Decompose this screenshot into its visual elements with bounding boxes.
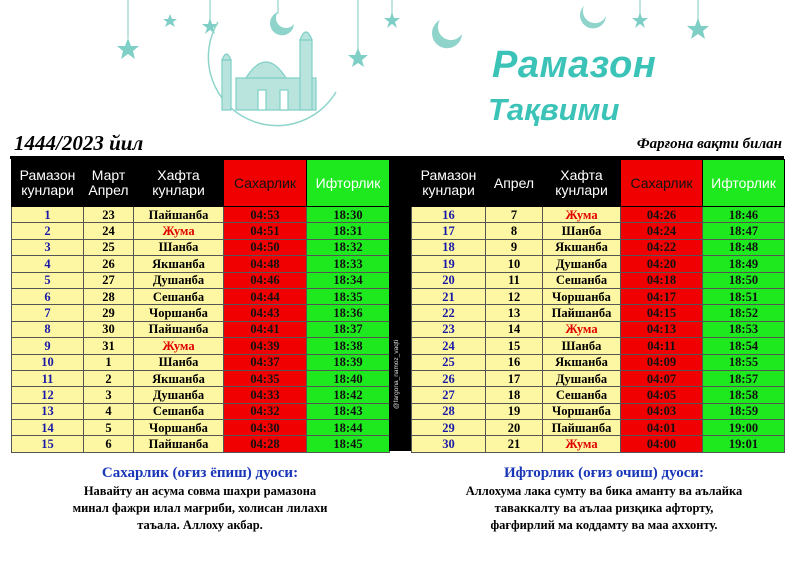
date-cell: 19 — [486, 403, 543, 419]
iftar-time-cell: 18:55 — [703, 354, 785, 370]
suhoor-time-cell: 04:46 — [224, 272, 307, 288]
iftar-time-cell: 18:37 — [307, 321, 390, 337]
suhoor-time-cell: 04:51 — [224, 223, 307, 239]
ramadan-day-cell: 27 — [412, 387, 486, 403]
weekday-cell: Чоршанба — [543, 403, 621, 419]
suhoor-time-cell: 04:28 — [224, 436, 307, 452]
crescent-icons — [270, 6, 606, 48]
iftar-time-cell: 18:54 — [703, 338, 785, 354]
iftar-time-cell: 18:34 — [307, 272, 390, 288]
ramadan-day-cell: 3 — [12, 239, 84, 255]
table-row — [412, 256, 785, 272]
ramadan-day-cell: 4 — [12, 256, 84, 272]
date-cell: 20 — [486, 420, 543, 436]
ramadan-day-cell: 12 — [12, 387, 84, 403]
schedule-table-left — [11, 159, 390, 453]
date-cell: 16 — [486, 354, 543, 370]
suhoor-time-cell: 04:13 — [621, 321, 703, 337]
col-header-suhoor: Сахарлик — [224, 160, 307, 207]
ramadan-day-cell: 20 — [412, 272, 486, 288]
suhoor-time-cell: 04:44 — [224, 288, 307, 304]
iftar-time-cell: 18:46 — [703, 207, 785, 223]
ramadan-day-cell: 2 — [12, 223, 84, 239]
ramadan-day-cell: 30 — [412, 436, 486, 452]
weekday-cell: Сешанба — [134, 288, 224, 304]
table-row — [412, 420, 785, 436]
weekday-cell: Чоршанба — [543, 288, 621, 304]
table-row — [12, 403, 390, 419]
date-cell: 25 — [84, 239, 134, 255]
col-header-iftar: Ифторлик — [307, 160, 390, 207]
date-cell: 23 — [84, 207, 134, 223]
iftar-time-cell: 18:50 — [703, 272, 785, 288]
date-cell: 31 — [84, 338, 134, 354]
iftar-time-cell: 18:48 — [703, 239, 785, 255]
crescent-icon — [432, 20, 462, 48]
iftar-time-cell: 18:43 — [307, 403, 390, 419]
ramadan-day-cell: 13 — [12, 403, 84, 419]
suhoor-time-cell: 04:37 — [224, 354, 307, 370]
col-header-weekday: Хафта кунлари — [543, 160, 621, 207]
suhoor-time-cell: 04:09 — [621, 354, 703, 370]
suhoor-time-cell: 04:11 — [621, 338, 703, 354]
weekday-cell: Душанба — [543, 370, 621, 386]
star-icon — [163, 14, 177, 27]
iftar-time-cell: 18:57 — [703, 370, 785, 386]
weekday-cell: Жума — [543, 436, 621, 452]
table-row — [12, 288, 390, 304]
ramadan-day-cell: 17 — [412, 223, 486, 239]
table-row — [412, 272, 785, 288]
col-header-ramadan-day: Рамазон кунлари — [12, 160, 84, 207]
date-cell: 27 — [84, 272, 134, 288]
table-row — [412, 387, 785, 403]
weekday-cell: Душанба — [134, 387, 224, 403]
schedule-table-right — [411, 159, 785, 453]
col-header-iftar: Ифторлик — [703, 160, 785, 207]
date-cell: 9 — [486, 239, 543, 255]
iftar-time-cell: 18:52 — [703, 305, 785, 321]
iftar-time-cell: 18:38 — [307, 338, 390, 354]
suhoor-time-cell: 04:50 — [224, 239, 307, 255]
ramadan-day-cell: 28 — [412, 403, 486, 419]
suhoor-time-cell: 04:41 — [224, 321, 307, 337]
weekday-cell: Жума — [134, 223, 224, 239]
ramadan-day-cell: 11 — [12, 370, 84, 386]
suhoor-prayer — [40, 465, 360, 534]
suhoor-time-cell: 04:33 — [224, 387, 307, 403]
date-cell: 14 — [486, 321, 543, 337]
year-label: 1444/2023 йил — [14, 131, 144, 155]
star-icon — [348, 48, 368, 67]
suhoor-time-cell: 04:17 — [621, 288, 703, 304]
table-row — [12, 370, 390, 386]
table-row — [12, 207, 390, 223]
watermark-handle: @fargona_namoz_vaqti — [393, 339, 400, 409]
star-icon — [384, 12, 400, 28]
suhoor-time-cell: 04:18 — [621, 272, 703, 288]
suhoor-time-cell: 04:43 — [224, 305, 307, 321]
weekday-cell: Пайшанба — [543, 305, 621, 321]
date-cell: 5 — [84, 420, 134, 436]
table-row — [12, 436, 390, 452]
iftar-prayer-line: фағфирлий ма коддамту ва маа аххонту. — [490, 518, 718, 532]
iftar-time-cell: 18:59 — [703, 403, 785, 419]
iftar-time-cell: 18:47 — [703, 223, 785, 239]
ramadan-day-cell: 10 — [12, 354, 84, 370]
page-subtitle: Тақвими — [488, 92, 620, 127]
suhoor-time-cell: 04:22 — [621, 239, 703, 255]
table-row — [412, 321, 785, 337]
table-row — [12, 321, 390, 337]
iftar-time-cell: 18:53 — [703, 321, 785, 337]
suhoor-time-cell: 04:39 — [224, 338, 307, 354]
iftar-time-cell: 19:01 — [703, 436, 785, 452]
date-cell: 6 — [84, 436, 134, 452]
iftar-time-cell: 19:00 — [703, 420, 785, 436]
table-row — [412, 223, 785, 239]
weekday-cell: Якшанба — [543, 239, 621, 255]
page-title: Рамазон — [492, 44, 657, 86]
date-cell: 18 — [486, 387, 543, 403]
suhoor-time-cell: 04:32 — [224, 403, 307, 419]
suhoor-time-cell: 04:05 — [621, 387, 703, 403]
date-cell: 30 — [84, 321, 134, 337]
suhoor-time-cell: 04:24 — [621, 223, 703, 239]
weekday-cell: Шанба — [134, 354, 224, 370]
vertical-divider — [389, 159, 411, 451]
suhoor-time-cell: 04:53 — [224, 207, 307, 223]
weekday-cell: Пайшанба — [134, 207, 224, 223]
weekday-cell: Чоршанба — [134, 305, 224, 321]
ramadan-day-cell: 19 — [412, 256, 486, 272]
date-cell: 4 — [84, 403, 134, 419]
date-cell: 2 — [84, 370, 134, 386]
col-header-weekday: Хафта кунлари — [134, 160, 224, 207]
weekday-cell: Якшанба — [134, 370, 224, 386]
table-row — [12, 354, 390, 370]
table-row — [412, 207, 785, 223]
date-cell: 12 — [486, 288, 543, 304]
iftar-time-cell: 18:42 — [307, 387, 390, 403]
suhoor-time-cell: 04:00 — [621, 436, 703, 452]
ramadan-day-cell: 25 — [412, 354, 486, 370]
iftar-prayer — [434, 465, 774, 534]
suhoor-time-cell: 04:48 — [224, 256, 307, 272]
table-row — [412, 338, 785, 354]
col-header-ramadan-day: Рамазон кунлари — [412, 160, 486, 207]
table-row — [412, 239, 785, 255]
ramadan-day-cell: 21 — [412, 288, 486, 304]
date-cell: 21 — [486, 436, 543, 452]
table-row — [12, 239, 390, 255]
ramadan-decoration — [0, 0, 800, 130]
star-icon — [632, 12, 648, 28]
iftar-time-cell: 18:33 — [307, 256, 390, 272]
iftar-time-cell: 18:49 — [703, 256, 785, 272]
iftar-time-cell: 18:36 — [307, 305, 390, 321]
table-row — [12, 272, 390, 288]
weekday-cell: Сешанба — [134, 403, 224, 419]
ramadan-day-cell: 15 — [12, 436, 84, 452]
suhoor-time-cell: 04:30 — [224, 420, 307, 436]
date-cell: 13 — [486, 305, 543, 321]
table-row — [412, 305, 785, 321]
col-header-suhoor: Сахарлик — [621, 160, 703, 207]
weekday-cell: Жума — [543, 207, 621, 223]
iftar-prayer-line: таваккалту ва аълаа ризқика афторту, — [494, 501, 714, 515]
col-header-month: Апрел — [486, 160, 543, 207]
date-cell: 15 — [486, 338, 543, 354]
weekday-cell: Пайшанба — [134, 436, 224, 452]
table-row — [412, 436, 785, 452]
iftar-time-cell: 18:45 — [307, 436, 390, 452]
date-cell: 3 — [84, 387, 134, 403]
table-row — [12, 387, 390, 403]
table-row — [12, 305, 390, 321]
iftar-time-cell: 18:40 — [307, 370, 390, 386]
iftar-prayer-line: Аллохума лака сумту ва бика аманту ва аълайка — [465, 484, 743, 498]
suhoor-time-cell: 04:07 — [621, 370, 703, 386]
table-header-row — [412, 160, 785, 207]
suhoor-time-cell: 04:03 — [621, 403, 703, 419]
date-cell: 1 — [84, 354, 134, 370]
star-icon — [117, 38, 139, 59]
table-row — [412, 370, 785, 386]
ramadan-day-cell: 29 — [412, 420, 486, 436]
ramadan-day-cell: 5 — [12, 272, 84, 288]
weekday-cell: Душанба — [134, 272, 224, 288]
iftar-time-cell: 18:44 — [307, 420, 390, 436]
suhoor-prayer-line: Навайту ан асума совма шахри рамазона — [83, 484, 317, 498]
iftar-time-cell: 18:51 — [703, 288, 785, 304]
ramadan-day-cell: 14 — [12, 420, 84, 436]
table-row — [12, 256, 390, 272]
date-cell: 29 — [84, 305, 134, 321]
weekday-cell: Жума — [543, 321, 621, 337]
weekday-cell: Шанба — [543, 338, 621, 354]
weekday-cell: Сешанба — [543, 272, 621, 288]
date-cell: 24 — [84, 223, 134, 239]
ramadan-day-cell: 6 — [12, 288, 84, 304]
ramadan-day-cell: 1 — [12, 207, 84, 223]
iftar-time-cell: 18:35 — [307, 288, 390, 304]
suhoor-time-cell: 04:35 — [224, 370, 307, 386]
ramadan-day-cell: 9 — [12, 338, 84, 354]
suhoor-time-cell: 04:01 — [621, 420, 703, 436]
crescent-icon — [270, 12, 294, 35]
col-header-month: Март Апрел — [84, 160, 134, 207]
date-cell: 28 — [84, 288, 134, 304]
suhoor-prayer-heading: Сахарлик (оғиз ёпиш) дуоси: — [101, 465, 299, 481]
date-cell: 8 — [486, 223, 543, 239]
iftar-prayer-heading: Ифторлик (оғиз очиш) дуоси: — [504, 465, 704, 481]
table-row — [412, 403, 785, 419]
date-cell: 26 — [84, 256, 134, 272]
table-row — [12, 223, 390, 239]
suhoor-prayer-line: минал фажри илал мағриби, холисан лилахи — [72, 501, 328, 515]
ramadan-day-cell: 24 — [412, 338, 486, 354]
crescent-icon — [580, 6, 606, 28]
ramadan-day-cell: 26 — [412, 370, 486, 386]
star-icon — [687, 18, 709, 39]
weekday-cell: Чоршанба — [134, 420, 224, 436]
date-cell: 10 — [486, 256, 543, 272]
ramadan-day-cell: 7 — [12, 305, 84, 321]
weekday-cell: Душанба — [543, 256, 621, 272]
iftar-time-cell: 18:39 — [307, 354, 390, 370]
iftar-time-cell: 18:32 — [307, 239, 390, 255]
mosque-icon — [222, 32, 316, 110]
date-cell: 17 — [486, 370, 543, 386]
weekday-cell: Жума — [134, 338, 224, 354]
table-row — [12, 420, 390, 436]
weekday-cell: Сешанба — [543, 387, 621, 403]
suhoor-time-cell: 04:26 — [621, 207, 703, 223]
ramadan-day-cell: 22 — [412, 305, 486, 321]
ramadan-day-cell: 23 — [412, 321, 486, 337]
weekday-cell: Якшанба — [543, 354, 621, 370]
ramadan-day-cell: 18 — [412, 239, 486, 255]
table-header-row — [12, 160, 390, 207]
table-row — [412, 354, 785, 370]
iftar-time-cell: 18:31 — [307, 223, 390, 239]
suhoor-time-cell: 04:15 — [621, 305, 703, 321]
suhoor-time-cell: 04:20 — [621, 256, 703, 272]
weekday-cell: Якшанба — [134, 256, 224, 272]
weekday-cell: Шанба — [134, 239, 224, 255]
iftar-time-cell: 18:30 — [307, 207, 390, 223]
date-cell: 11 — [486, 272, 543, 288]
ramadan-day-cell: 8 — [12, 321, 84, 337]
table-row — [12, 338, 390, 354]
weekday-cell: Пайшанба — [134, 321, 224, 337]
iftar-time-cell: 18:58 — [703, 387, 785, 403]
ramadan-day-cell: 16 — [412, 207, 486, 223]
weekday-cell: Шанба — [543, 223, 621, 239]
weekday-cell: Пайшанба — [543, 420, 621, 436]
date-cell: 7 — [486, 207, 543, 223]
table-row — [412, 288, 785, 304]
suhoor-prayer-line: таъала. Аллоху акбар. — [137, 518, 263, 532]
local-time-note: Фарғона вақти билан — [636, 136, 782, 152]
